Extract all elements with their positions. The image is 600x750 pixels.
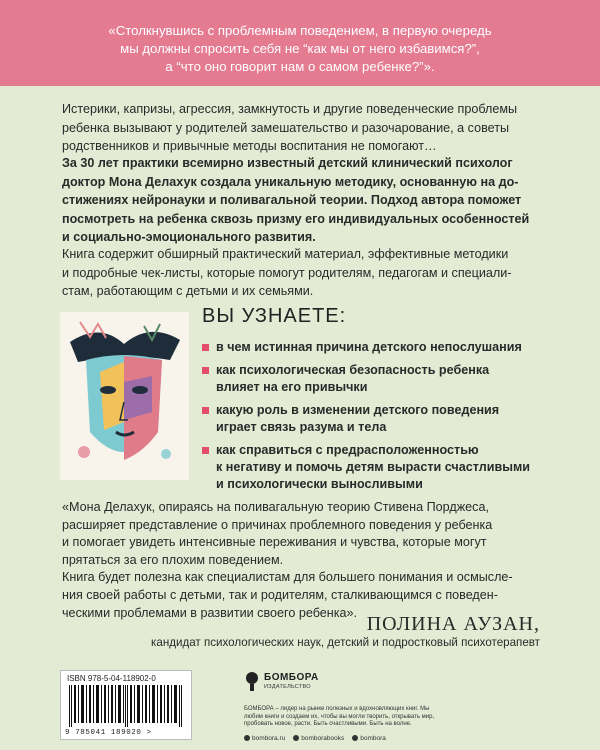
top-quote bbox=[0, 22, 600, 76]
author-paragraph-line: и социально-эмоционального развития. bbox=[62, 230, 316, 245]
learn-list bbox=[200, 339, 540, 499]
learn-item bbox=[200, 339, 540, 356]
learn-item bbox=[200, 362, 540, 396]
barcode-digits: 9 785041 189020 > bbox=[65, 729, 152, 737]
isbn-label: ISBN 978-5-04-118902-0 bbox=[67, 674, 156, 683]
learn-item-line: к негативу и помочь детям вырасти счастливыми bbox=[216, 460, 531, 474]
review-quote-line: ния своей работы с детьми, так и родителям, сталкивающимся с поведен- bbox=[62, 587, 498, 602]
learn-item-line: и психологически выносливыми bbox=[216, 477, 423, 491]
social-link-label: bombora.ru bbox=[252, 735, 286, 742]
social-link-vk[interactable] bbox=[293, 735, 344, 742]
review-quote-line: Книга будет полезна как специалистам для большего понимания и осмысле- bbox=[62, 570, 513, 585]
learn-item-line: влияет на его привычки bbox=[216, 380, 368, 394]
learn-item bbox=[200, 402, 540, 436]
publisher-subtitle: ИЗДАТЕЛЬСТВО bbox=[264, 684, 311, 690]
author-paragraph-line: доктор Мона Делахук создала уникальную методику, основанную на до- bbox=[62, 174, 519, 189]
social-link-site[interactable] bbox=[244, 735, 285, 742]
review-quote-line: расширяет представление о причинах проблемного поведения у ребенка bbox=[62, 517, 493, 532]
author-paragraph bbox=[62, 154, 540, 247]
learn-item-line: какую роль в изменении детского поведения bbox=[216, 403, 500, 417]
learn-item bbox=[200, 442, 540, 493]
vk-icon bbox=[293, 735, 299, 741]
square-bullet-icon bbox=[202, 447, 209, 454]
content-line: и подробные чек-листы, которые помогут родителям, педагогам и специали- bbox=[62, 265, 512, 280]
content-line: стам, работающим с детьми и их семьями. bbox=[62, 284, 314, 299]
review-quote-line: ческими проблемами в развитии своего ребенка». bbox=[62, 605, 358, 620]
square-bullet-icon bbox=[202, 344, 209, 351]
square-bullet-icon bbox=[202, 407, 209, 414]
author-paragraph-line: За 30 лет практики всемирно известный детский клинический психолог bbox=[62, 156, 513, 170]
content-line: Книга содержит обширный практический материал, эффективные методики bbox=[62, 247, 509, 261]
intro-line: Истерики, капризы, агрессия, замкнутость и другие поведенческие проблемы bbox=[62, 102, 518, 116]
intro-line: ребенка вызывают у родителей замешательство и разочарование, а советы bbox=[62, 120, 510, 135]
review-quote-line: прятаться за его плохим поведением. bbox=[62, 552, 284, 567]
reviewer-title: кандидат психологических наук, детский и подростковый психотерапевт bbox=[151, 636, 540, 649]
top-quote-line: мы должны спросить себя не “как мы от него избавимся?”, bbox=[120, 41, 480, 56]
top-quote-line: «Столкнувшись с проблемным поведением, в первую очередь bbox=[108, 23, 492, 38]
learn-item-line: в чем истинная причина детского непослушания bbox=[216, 340, 522, 354]
review-quote-line: «Мона Делахук, опираясь на поливагальную теорию Стивена Порджеса, bbox=[62, 500, 489, 514]
intro-paragraph bbox=[62, 100, 540, 156]
publisher-name: БОМБОРА bbox=[264, 672, 319, 683]
social-link-label: bomborabooks bbox=[301, 735, 345, 742]
top-quote-line: а “что оно говорит нам о самом ребенке?”». bbox=[165, 59, 435, 74]
learn-item-line: как справиться с предрасположенностью bbox=[216, 443, 479, 457]
reviewer-name: ПОЛИНА АУЗАН, bbox=[366, 613, 540, 635]
square-bullet-icon bbox=[202, 367, 209, 374]
bombora-logo-icon bbox=[244, 670, 260, 692]
intro-line: родственников и привычные методы воспитания не помогают… bbox=[62, 139, 437, 154]
learn-heading: ВЫ УЗНАЕТЕ: bbox=[202, 305, 347, 327]
publisher-note: БОМБОРА – лидер на рынке полезных и вдохновляющих книг. Мы любим книги и создаем их, чтобы вы могли творить, открывать мир, пробовать новое, расти. Быть счастливыми. Быть на волне. bbox=[244, 706, 435, 727]
face-illustration-svg bbox=[60, 312, 189, 480]
review-quote bbox=[62, 499, 540, 622]
isbn-barcode-box bbox=[60, 670, 192, 740]
content-paragraph bbox=[62, 245, 540, 301]
social-link-tiktok[interactable] bbox=[352, 735, 386, 742]
social-links bbox=[244, 735, 386, 742]
learn-item-line: как психологическая безопасность ребенка bbox=[216, 363, 490, 377]
author-paragraph-line: стижениях нейронауки и поливагальной теории. Подход автора поможет bbox=[62, 193, 522, 208]
globe-icon bbox=[244, 735, 250, 741]
tiktok-icon bbox=[352, 735, 358, 741]
face-illustration bbox=[60, 312, 189, 480]
review-quote-line: и помогает увидеть интенсивные переживания и чувства, которые могут bbox=[62, 535, 487, 550]
barcode-icon bbox=[67, 685, 187, 727]
social-link-label: bombora bbox=[360, 735, 386, 742]
author-paragraph-line: посмотреть на ребенка сквозь призму его индивидуальных особенностей bbox=[62, 211, 530, 226]
learn-item-line: играет связь разума и тела bbox=[216, 420, 387, 434]
